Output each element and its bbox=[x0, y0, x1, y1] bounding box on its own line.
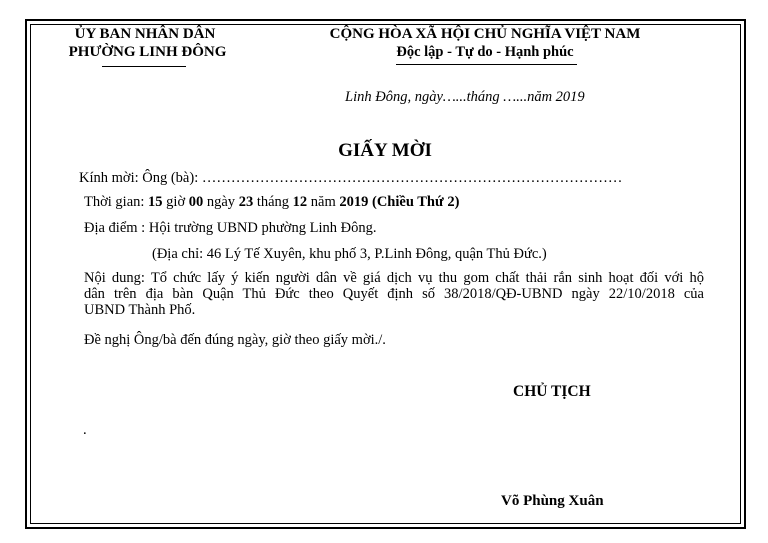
time-weekday: (Chiều Thứ 2) bbox=[368, 194, 460, 210]
location-label: Địa điểm : bbox=[84, 220, 149, 236]
invitee-line: Kính mời: Ông (bà): …………………………………………………………………………… bbox=[79, 170, 623, 186]
content-line-2: dân trên địa bàn Quận Thủ Đức theo Quyết định số 38/2018/QĐ-UBND ngày 22/10/2018 của bbox=[84, 286, 704, 302]
ward-name: PHƯỜNG LINH ĐÔNG bbox=[68, 44, 227, 60]
time-year-label: năm bbox=[307, 194, 340, 210]
time-month-label: tháng bbox=[253, 194, 293, 210]
location-address: (Địa chỉ: 46 Lý Tế Xuyên, khu phố 3, P.Linh Đông, quận Thủ Đức.) bbox=[152, 246, 547, 262]
signature-dot: . bbox=[83, 422, 87, 438]
motto-underline bbox=[396, 64, 577, 65]
signer-name: Võ Phùng Xuân bbox=[501, 493, 604, 509]
document-title: GIẤY MỜI bbox=[338, 140, 432, 161]
time-month: 12 bbox=[292, 194, 308, 210]
time-day-label: ngày bbox=[203, 194, 239, 210]
time-line bbox=[84, 194, 459, 210]
time-year: 2019 bbox=[339, 194, 369, 210]
agency-name: ỦY BAN NHÂN DÂN bbox=[74, 26, 216, 42]
date-line: Linh Đông, ngày…...tháng …...năm 2019 bbox=[345, 89, 585, 105]
time-minute: 00 bbox=[188, 194, 204, 210]
time-hour: 15 bbox=[148, 194, 163, 210]
signer-position: CHỦ TỊCH bbox=[513, 383, 591, 400]
location-value: Hội trường UBND phường Linh Đông. bbox=[148, 220, 377, 236]
national-motto: Độc lập - Tự do - Hạnh phúc bbox=[396, 44, 574, 60]
time-day: 23 bbox=[238, 194, 254, 210]
request-line: Đề nghị Ông/bà đến đúng ngày, giờ theo giấy mời./. bbox=[84, 332, 386, 348]
location-line bbox=[84, 220, 376, 236]
content-line-1: Nội dung: Tổ chức lấy ý kiến người dân về giá dịch vụ thu gom chất thải rắn sinh hoạt đối với hộ bbox=[84, 270, 704, 286]
time-hour-unit: giờ bbox=[162, 194, 189, 210]
time-label: Thời gian: bbox=[84, 194, 149, 210]
ward-underline bbox=[102, 66, 186, 67]
content-line-3: UBND Thành Phố. bbox=[84, 302, 196, 318]
national-title: CỘNG HÒA XÃ HỘI CHỦ NGHĨA VIỆT NAM bbox=[329, 26, 641, 42]
